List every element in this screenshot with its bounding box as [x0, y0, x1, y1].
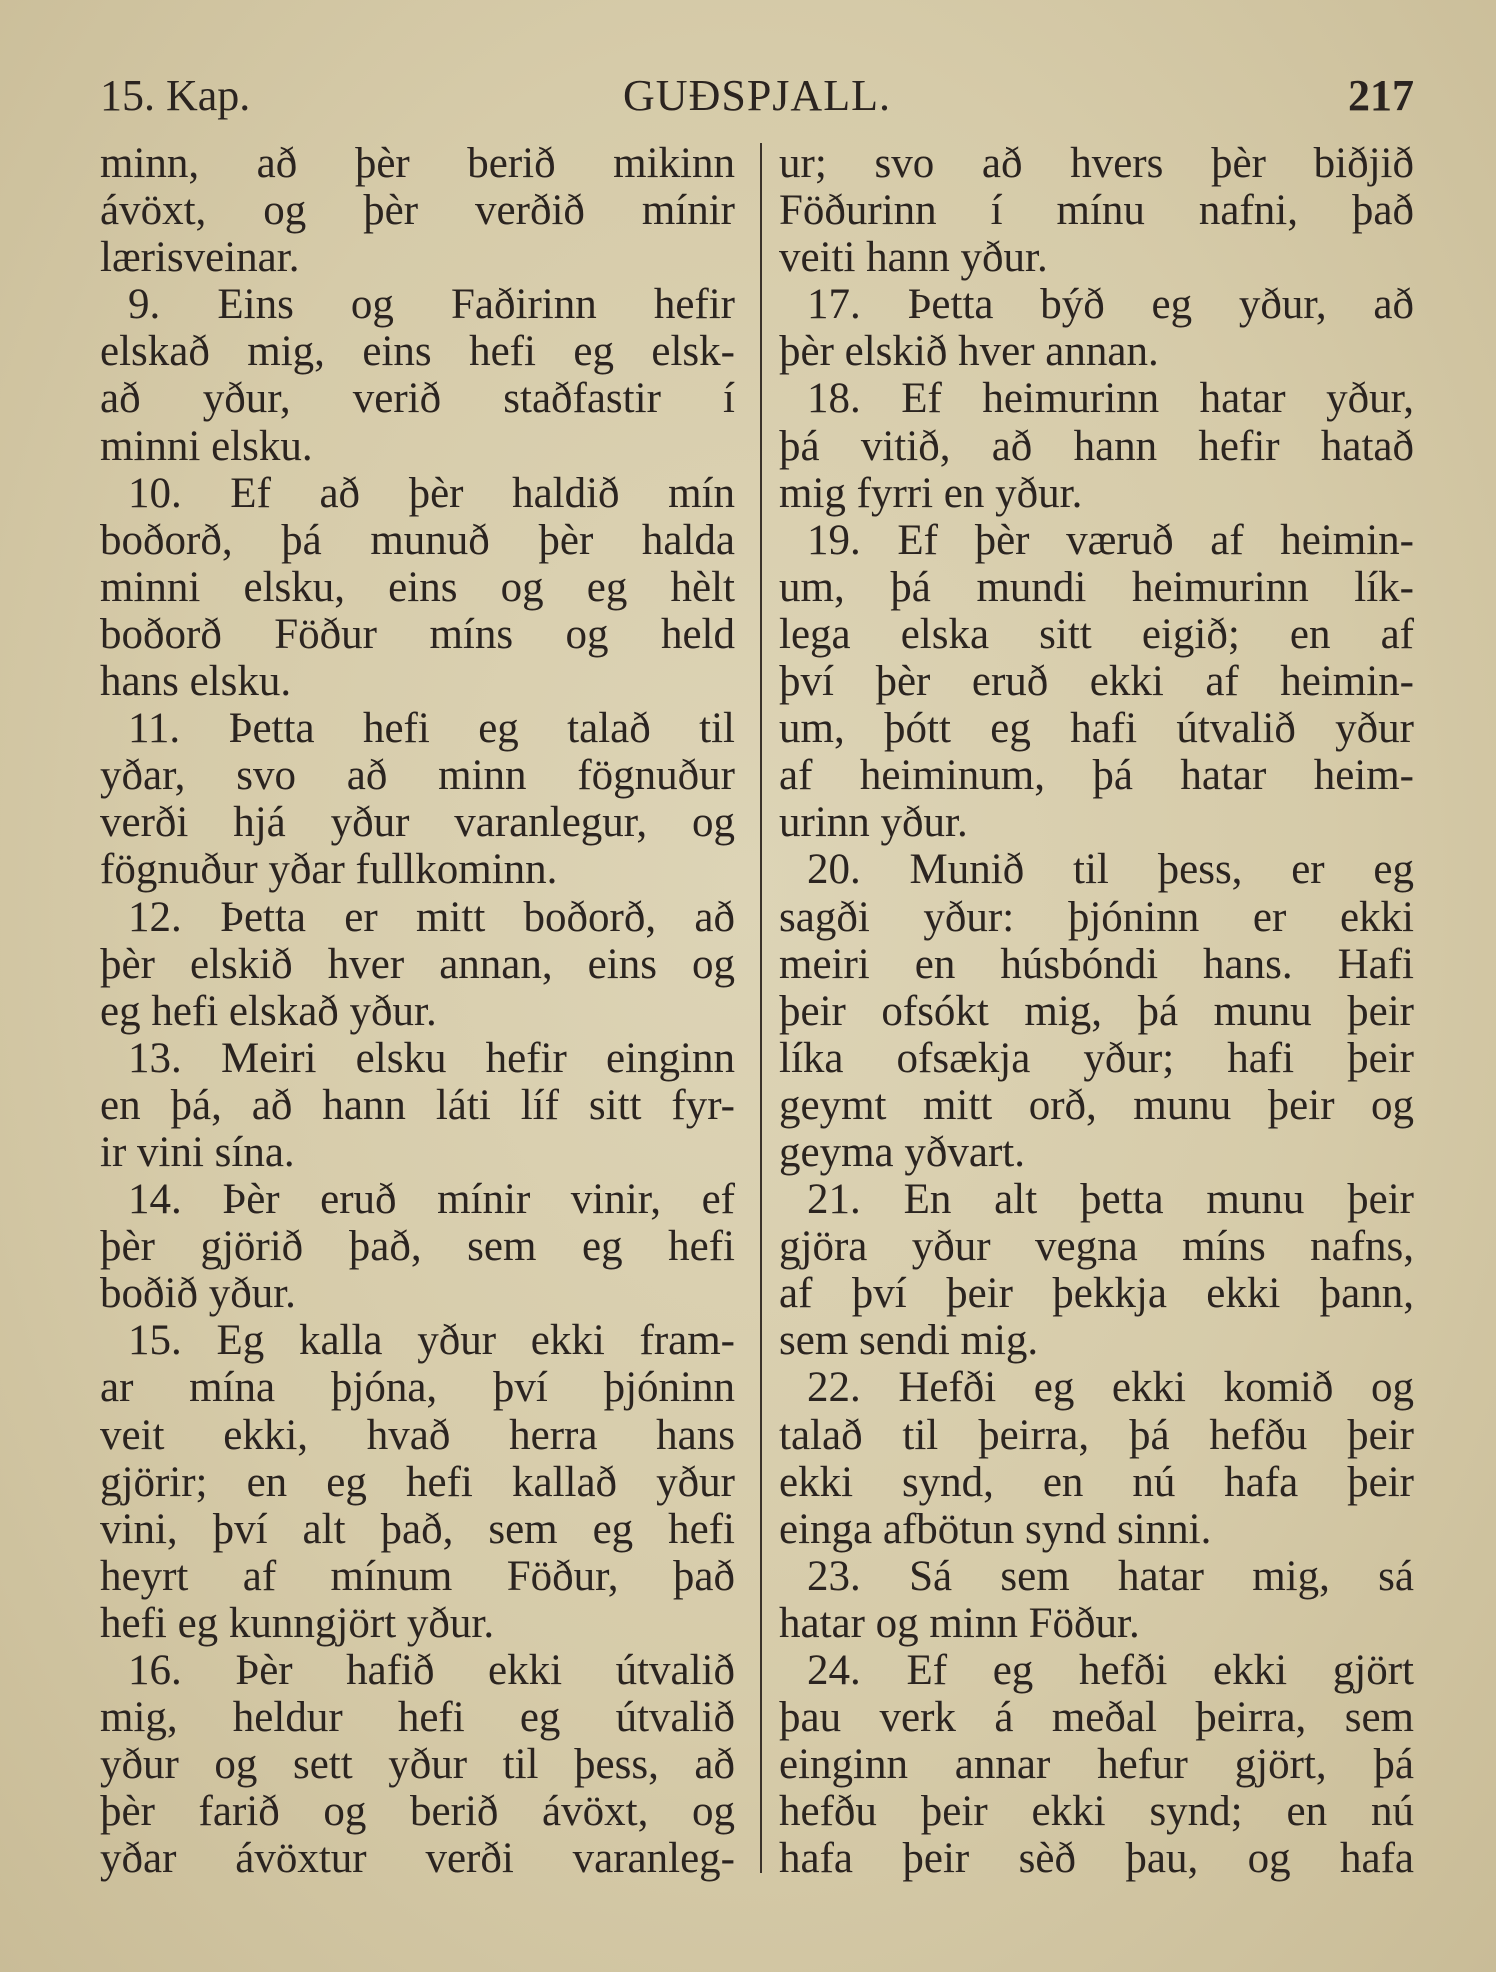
text-line: 21. En alt þetta munu þeir — [807, 1176, 1414, 1224]
text-line: mig fyrri en yður. — [779, 469, 1083, 517]
verse-paragraph — [779, 281, 1414, 375]
text-line: meiri en húsbóndi hans. Hafi — [779, 940, 1414, 988]
text-line: þèr elskið hver annan. — [779, 328, 1159, 376]
page-number: 217 — [1348, 71, 1414, 120]
text-line: 24. Ef eg hefði ekki gjört — [807, 1647, 1414, 1694]
verse-paragraph — [100, 281, 735, 469]
verse-paragraph — [779, 1176, 1414, 1364]
text-line: minni elsku. — [100, 422, 313, 470]
text-column-left — [100, 140, 735, 1882]
text-line: af heiminum, þá hatar heim- — [779, 752, 1414, 800]
text-line: ur; svo að hvers þèr biðjið — [779, 140, 1414, 187]
verse-paragraph — [779, 375, 1414, 516]
text-line: ar mína þjóna, því þjóninn — [100, 1364, 735, 1412]
text-line: 13. Meiri elsku hefir einginn — [128, 1034, 735, 1082]
text-line: lærisveinar. — [100, 234, 300, 282]
text-line: 20. Munið til þess, er eg — [807, 846, 1414, 894]
text-line: eg hefi elskað yður. — [100, 987, 437, 1035]
text-line: yðar ávöxtur verði varanleg- — [100, 1835, 735, 1883]
text-line: þau verk á meðal þeirra, sem — [779, 1694, 1414, 1742]
chapter-label: 15. Kap. — [100, 71, 251, 120]
text-line: yðar, svo að minn fögnuður — [100, 752, 735, 800]
text-line: um, þótt eg hafi útvalið yður — [779, 705, 1414, 753]
text-line: 12. Þetta er mitt boðorð, að — [128, 893, 735, 941]
verse-paragraph — [779, 846, 1414, 1176]
text-line: einga afbötun synd sinni. — [779, 1505, 1212, 1553]
text-line: þá vitið, að hann hefir hatað — [779, 422, 1414, 470]
text-line: hefi eg kunngjört yður. — [100, 1599, 495, 1647]
verse-paragraph — [100, 470, 735, 705]
text-line: boðorð Föður míns og held — [100, 610, 735, 658]
text-line: verði hjá yður varanlegur, og — [100, 799, 735, 847]
text-line: 14. Þèr eruð mínir vinir, ef — [128, 1176, 735, 1224]
verse-paragraph — [100, 1317, 735, 1647]
text-line: um, þá mundi heimurinn lík- — [779, 563, 1414, 611]
text-line: sem sendi mig. — [779, 1317, 1039, 1365]
text-line: gjöra yður vegna míns nafns, — [779, 1223, 1414, 1271]
text-line: 9. Eins og Faðirinn hefir — [128, 281, 735, 329]
text-line: en þá, að hann láti líf sitt fyr- — [100, 1081, 735, 1129]
text-line: vini, því alt það, sem eg hefi — [100, 1505, 735, 1553]
text-line: af því þeir þekkja ekki þann, — [779, 1270, 1414, 1318]
text-line: elskað mig, eins hefi eg elsk- — [100, 328, 735, 376]
text-line: þeir ofsókt mig, þá munu þeir — [779, 987, 1414, 1035]
text-line: hafa þeir sèð þau, og hafa — [779, 1835, 1414, 1883]
verse-paragraph — [779, 517, 1414, 847]
text-line: mig, heldur hefi eg útvalið — [100, 1694, 735, 1742]
text-line: minni elsku, eins og eg hèlt — [100, 563, 735, 611]
text-line: 22. Hefði eg ekki komið og — [807, 1364, 1414, 1412]
text-line: 11. Þetta hefi eg talað til — [128, 705, 735, 753]
text-line: 15. Eg kalla yður ekki fram- — [128, 1317, 735, 1365]
text-line: einginn annar hefur gjört, þá — [779, 1741, 1414, 1789]
text-line: þèr gjörið það, sem eg hefi — [100, 1223, 735, 1271]
text-line: boðorð, þá munuð þèr halda — [100, 516, 735, 564]
text-line: líka ofsækja yður; hafi þeir — [779, 1034, 1414, 1082]
text-line: yður og sett yður til þess, að — [100, 1741, 735, 1789]
verse-paragraph — [779, 1553, 1414, 1647]
text-line: 19. Ef þèr væruð af heimin- — [807, 516, 1414, 564]
verse-paragraph — [100, 705, 735, 893]
running-header — [100, 70, 1414, 126]
text-column-right — [779, 140, 1414, 1882]
text-line: því þèr eruð ekki af heimin- — [779, 658, 1414, 706]
text-line: að yður, verið staðfastir í — [100, 375, 735, 423]
text-line: veit ekki, hvað herra hans — [100, 1411, 735, 1459]
verse-paragraph — [100, 1035, 735, 1176]
verse-paragraph — [100, 1176, 735, 1317]
text-line: sagði yður: þjóninn er ekki — [779, 893, 1414, 941]
text-line: 23. Sá sem hatar mig, sá — [807, 1552, 1414, 1600]
text-line: heyrt af mínum Föður, það — [100, 1552, 735, 1600]
verse-paragraph — [779, 1364, 1414, 1552]
text-line: boðið yður. — [100, 1270, 296, 1318]
text-line: ávöxt, og þèr verðið mínir — [100, 187, 735, 235]
text-line: hatar og minn Föður. — [779, 1599, 1140, 1647]
text-line: minn, að þèr berið mikinn — [100, 140, 735, 187]
text-line: hans elsku. — [100, 658, 292, 706]
text-line: Föðurinn í mínu nafni, það — [779, 187, 1414, 235]
text-line: ir vini sína. — [100, 1128, 295, 1176]
text-line: veiti hann yður. — [779, 234, 1048, 282]
text-line: 17. Þetta býð eg yður, að — [807, 281, 1414, 329]
verse-paragraph — [100, 894, 735, 1035]
text-line: urinn yður. — [779, 799, 968, 847]
verse-paragraph — [779, 140, 1414, 281]
text-line: talað til þeirra, þá hefðu þeir — [779, 1411, 1414, 1459]
text-line: gjörir; en eg hefi kallað yður — [100, 1458, 735, 1506]
text-line: 18. Ef heimurinn hatar yður, — [807, 375, 1414, 423]
text-line: 10. Ef að þèr haldið mín — [128, 469, 735, 517]
text-line: geymt mitt orð, munu þeir og — [779, 1081, 1414, 1129]
text-line: hefðu þeir ekki synd; en nú — [779, 1788, 1414, 1836]
text-line: þèr elskið hver annan, eins og — [100, 940, 735, 988]
book-title: GUÐSPJALL. — [623, 71, 891, 120]
text-line: fögnuður yðar fullkominn. — [100, 846, 558, 894]
text-line: ekki synd, en nú hafa þeir — [779, 1458, 1414, 1506]
verse-paragraph — [100, 1647, 735, 1882]
column-divider — [760, 143, 762, 1873]
verse-paragraph — [100, 140, 735, 281]
verse-paragraph — [779, 1647, 1414, 1882]
text-line: 16. Þèr hafið ekki útvalið — [128, 1647, 735, 1694]
text-line: lega elska sitt eigið; en af — [779, 610, 1414, 658]
text-line: geyma yðvart. — [779, 1128, 1025, 1176]
text-line: þèr farið og berið ávöxt, og — [100, 1788, 735, 1836]
